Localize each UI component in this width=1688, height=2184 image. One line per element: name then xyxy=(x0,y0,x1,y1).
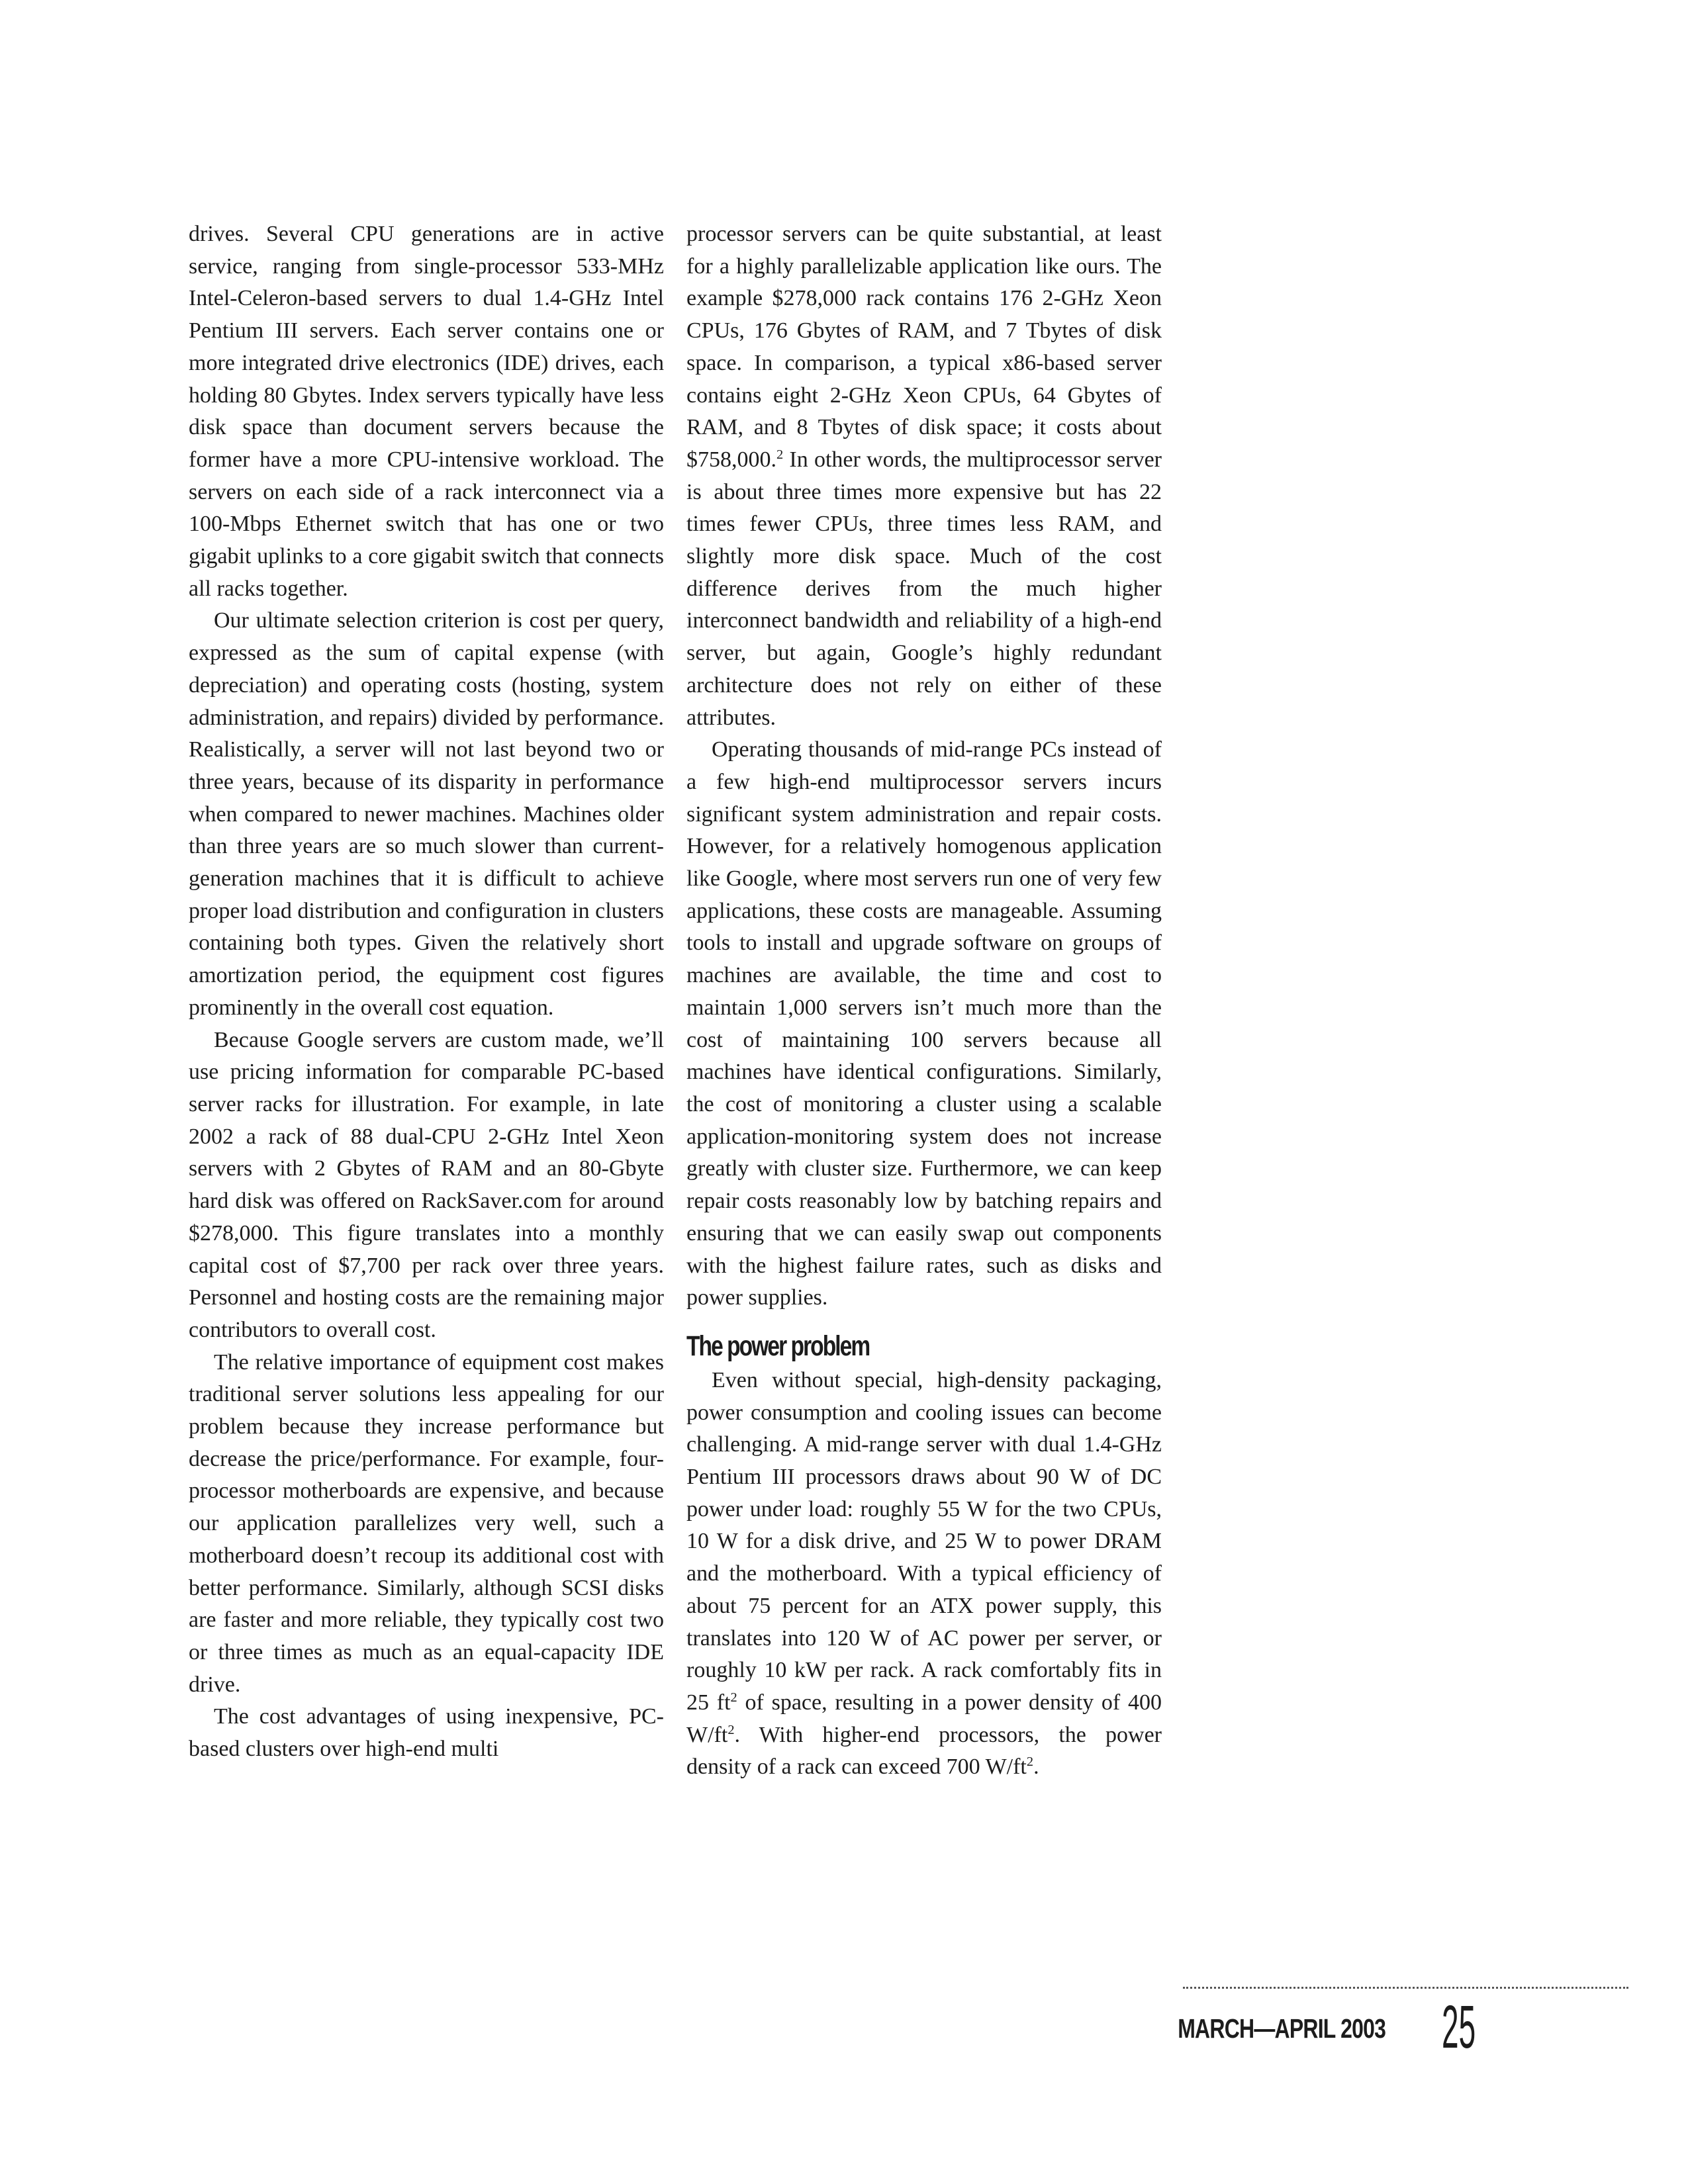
paragraph-text: . xyxy=(1033,1754,1039,1780)
body-paragraph: Operating thousands of mid-range PCs instead of a few high-end multiprocessor servers incurs significant system administration and repair costs. However, for a relatively homogenous application like Google, where most servers run one of very few applications, these costs are manageable. Assuming tools to install and upgrade software on groups of machines are available, the time and cost to maintain 1,000 servers isn’t much more than the cost of maintaining 100 servers because all machines have identical configurations. Similarly, the cost of monitoring a cluster using a scalable application-monitoring system does not increase greatly with cluster size. Furthermore, we can keep repair costs reasonably low by batching repairs and ensuring that we can easily swap out components with the highest failure rates, such as disks and power supplies. xyxy=(686,737,1162,1310)
body-paragraph: Because Google servers are custom made, we’ll use pricing information for comparable PC-based server racks for illustration. For example, in late 2002 a rack of 88 dual-CPU 2-GHz Intel Xeon servers with 2 Gbytes of RAM and an 80-Gbyte hard disk was offered on RackSaver.com for around $278,000. This figure translates into a monthly capital cost of $7,700 per rack over three years. Personnel and hosting costs are the remaining major contributors to overall cost. xyxy=(189,1027,664,1342)
right-column xyxy=(686,218,1162,1784)
superscript: 2 xyxy=(730,1690,737,1705)
body-paragraph: drives. Several CPU generations are in active service, ranging from single-processor 533-MHz Intel-Celeron-based servers to dual 1.4-GHz Intel Pentium III servers. Each server contains one or more integrated drive electronics (IDE) drives, each holding 80 Gbytes. Index servers typically have less disk space than document servers because the former have a more CPU-intensive workload. The servers on each side of a rack interconnect via a 100-Mbps Ethernet switch that has one or two gigabit uplinks to a core gigabit switch that connects all racks together. xyxy=(189,222,664,601)
paragraph-text: processor servers can be quite substantial, at least for a highly parallelizable application like ours. The example $278,000 rack contains 176 2-GHz Xeon CPUs, 176 Gbytes of RAM, and 7 Tbytes of disk space. In comparison, a typical x86-based server contains eight 2-GHz Xeon CPUs, 64 Gbytes of RAM, and 8 Tbytes of disk space; it costs about $758,000. xyxy=(686,222,1162,472)
paragraph-text: . With higher-end processors, the power density of a rack can exceed 700 W/ft xyxy=(686,1722,1162,1780)
body-paragraph: The cost advantages of using inexpensive, PC-based clusters over high-end multi xyxy=(189,1704,664,1762)
paragraph-text: Even without special, high-density packaging, power consumption and cooling issues can become challenging. A mid-range server with dual 1.4-GHz Pentium III processors draws about 90 W of DC power under load: roughly 55 W for the two CPUs, 10 W for a disk drive, and 25 W to power DRAM and the motherboard. With a typical efficiency of about 75 percent for an ATX power supply, this translates into 120 W of AC power per server, or roughly 10 kW per rack. A rack comfortably fits in 25 ft xyxy=(686,1367,1162,1715)
body-paragraph: The relative importance of equipment cost makes traditional server solutions less appealing for our problem because they increase performance but decrease the price/performance. For example, four-processor motherboards are expensive, and because our application parallelizes very well, such a motherboard doesn’t recoup its additional cost with better performance. Similarly, although SCSI disks are faster and more reliable, they typically cost two or three times as much as an equal-capacity IDE drive. xyxy=(189,1349,664,1697)
body-paragraph xyxy=(686,218,1162,734)
footer-issue-date: MARCH—APRIL 2003 xyxy=(1178,2013,1386,2044)
left-column xyxy=(189,218,664,1766)
section-heading: The power problem xyxy=(686,1330,870,1362)
paragraph-text: In other words, the multiprocessor server is about three times more expensive but has 22 times fewer CPUs, three times less RAM, and slightly more disk space. Much of the cost difference derives from the much higher interconnect bandwidth and reliability of a high-end server, but again, Google’s highly redundant architecture does not rely on either of these attributes. xyxy=(686,447,1162,730)
body-paragraph xyxy=(686,1365,1162,1784)
reference-number: 2 xyxy=(776,447,784,462)
page-number: 25 xyxy=(1442,1993,1476,2061)
footer-dotted-rule xyxy=(1183,1987,1628,1989)
superscript: 2 xyxy=(1026,1754,1034,1770)
paragraph-text: of space, resulting in a power density of 400 W/ft xyxy=(686,1690,1162,1747)
superscript: 2 xyxy=(727,1722,735,1737)
body-paragraph: Our ultimate selection criterion is cost per query, expressed as the sum of capital expense (with depreciation) and operating costs (hosting, system administration, and repairs) divided by performance. Realistically, a server will not last beyond two or three years, because of its disparity in performance when compared to newer machines. Machines older than three years are so much slower than current-generation machines that it is difficult to achieve proper load distribution and configuration in clusters containing both types. Given the relatively short amortization period, the equipment cost figures prominently in the overall cost equation. xyxy=(189,608,664,1020)
